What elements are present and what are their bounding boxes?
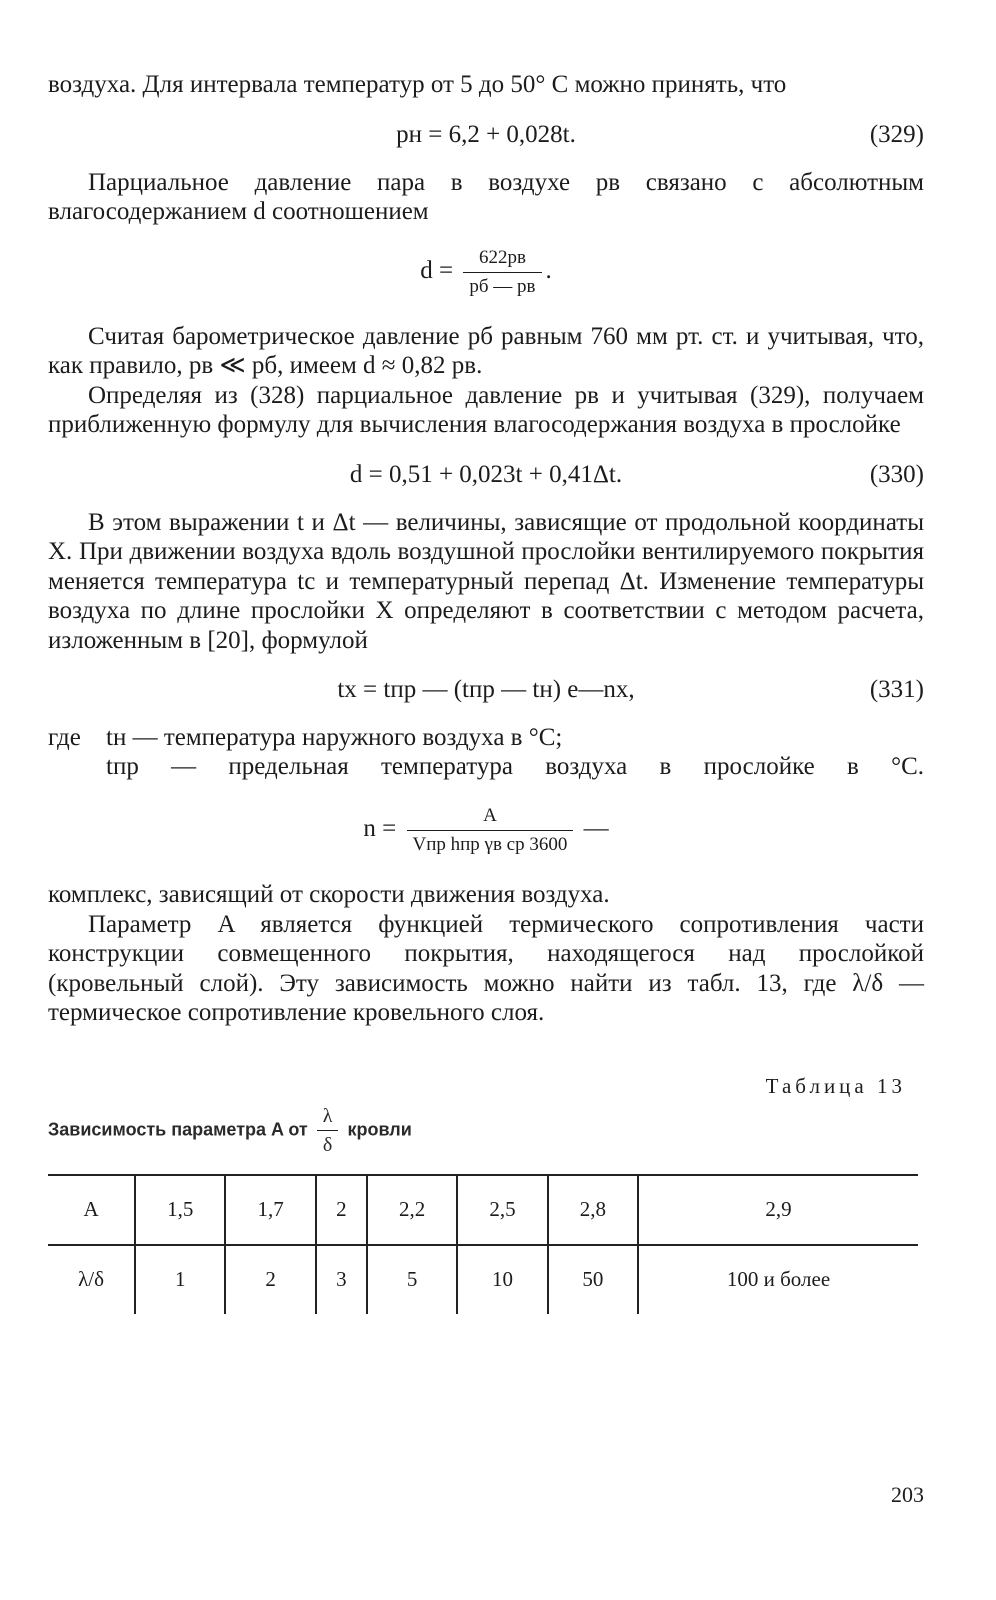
definition-limit-temp: tпр — предельная температура воздуха в прослойке в °С. [106, 753, 924, 780]
table-cell: A [48, 1175, 135, 1245]
equation-moisture-content: d = $\frac{622pв}{pб — pв}$ . [420, 246, 552, 297]
equation-331-number: (331) [869, 676, 924, 703]
table-cell: 5 [367, 1245, 457, 1314]
table-title [48, 1105, 924, 1156]
definition-outdoor-temp: tн — температура наружного воздуха в °С; [106, 724, 563, 751]
equation-329 [48, 114, 924, 154]
table-cell: 100 и более [638, 1245, 918, 1314]
where-label: где [48, 724, 81, 751]
table-cell: 50 [548, 1245, 638, 1314]
table-cell: 2,5 [457, 1175, 547, 1245]
equation-d-denominator: pб — pв [469, 275, 536, 297]
equation-d-lhs: d = [420, 256, 454, 284]
equation-330-formula: d = 0,51 + 0,023t + 0,41Δt. [349, 460, 623, 488]
paragraph-parameter-a: Параметр A является функцией термического сопротивления части конструкции совмещенного покрытия, находящегося над прослойкой (кровельный слой). Эту зависимость можно найти из табл. 13, где λ/δ — термическое сопротивление кровельного слоя. [48, 910, 924, 1026]
equation-n-lhs: n = [363, 815, 397, 843]
equation-n-tail: — [583, 815, 609, 843]
table-cell: 1,7 [225, 1175, 315, 1245]
table-cell: 2 [225, 1245, 315, 1314]
equation-n-fraction [407, 805, 574, 856]
table-row-lambda-delta [48, 1245, 918, 1314]
table-cell: 2,9 [638, 1175, 918, 1245]
equation-n [48, 805, 924, 856]
equation-329-number: (329) [869, 120, 924, 148]
page-number: 203 [891, 1482, 924, 1507]
paragraph-partial-pressure: Парциальное давление пара в воздухе pв связано с абсолютным влагосодержанием d соотношением [48, 168, 924, 225]
equation-n-numerator: A [407, 805, 574, 831]
table-cell: 2,2 [367, 1175, 457, 1245]
paragraph-expression: В этом выражении t и Δt — величины, зависящие от продольной координаты X. При движении воздуха вдоль воздушной прослойки вентилируемого покрытия меняется температура tс и температурный перепад Δt. Изменение температуры воздуха по длине прослойки X определяют в соответствии с методом расчета, изложенным в [20], формулой [48, 508, 924, 654]
paragraph-complex: комплекс, зависящий от скорости движения воздуха. [48, 881, 610, 908]
equation-331-formula: tx = tпр — (tпр — tн) e—nx, [337, 676, 635, 703]
table-13 [48, 1174, 918, 1314]
table-cell: 1 [135, 1245, 225, 1314]
equation-330 [48, 454, 924, 494]
table-cell: λ/δ [78, 1267, 104, 1292]
equation-330-number: (330) [869, 460, 924, 488]
paragraph-barometric: Считая барометрическое давление pб равным 760 мм рт. ст. и учитывая, что, как правило, pв ≪ pб, имеем d ≈ 0,82 pв. [48, 322, 924, 379]
table-row-a [48, 1175, 918, 1245]
equation-d-fraction [463, 247, 541, 298]
table-cell: 2,8 [548, 1175, 638, 1245]
table-cell: 1,5 [135, 1175, 225, 1245]
equation-d-numerator: 622pв [463, 247, 541, 273]
table-caption: Таблица 13 [765, 1073, 906, 1098]
where-definitions [48, 723, 924, 785]
equation-329-formula: pн = 6,2 + 0,028t. [396, 120, 576, 148]
table-cell: 2 [316, 1175, 367, 1245]
table-title-fraction [317, 1105, 339, 1156]
paragraph-intro: воздуха. Для интервала температур от 5 до 50° С можно принять, что [48, 71, 787, 98]
table-title-prefix: Зависимость параметра A от [48, 1119, 308, 1140]
paragraph-derivation: Определяя из (328) парциальное давление pв и учитывая (329), получаем приближенную формулу для вычисления влагосодержания воздуха в прослойке [48, 381, 924, 438]
equation-n-denominator: Vпр hпр γв cp 3600 [412, 834, 568, 855]
table-cell: 3 [316, 1245, 367, 1314]
table-title-suffix: кровли [347, 1119, 412, 1140]
equation-331 [48, 669, 924, 709]
table-cell: 10 [457, 1245, 547, 1314]
table-title-fraction-num: λ [317, 1105, 339, 1131]
table-title-fraction-den: δ [322, 1134, 333, 1156]
